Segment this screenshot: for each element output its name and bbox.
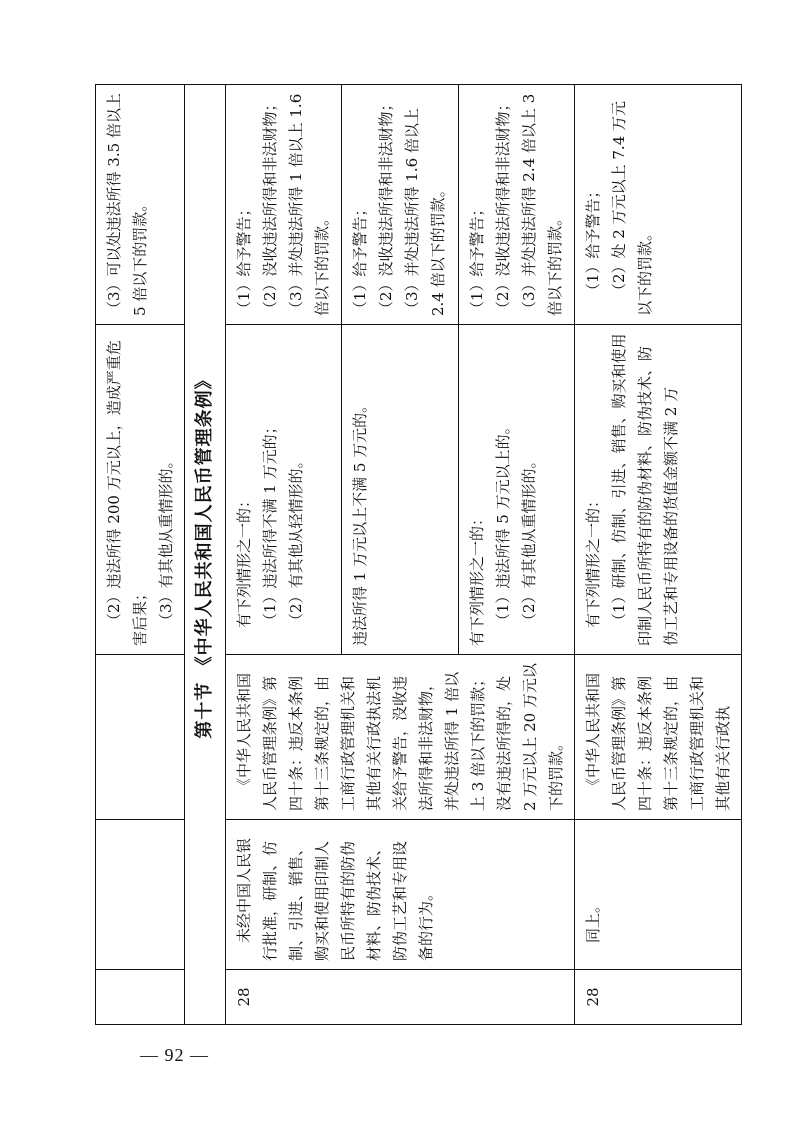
penalty-cell xyxy=(458,85,574,325)
penalty-table xyxy=(95,84,742,1025)
detail-line: （2）有其他从重情形的。 xyxy=(519,453,538,628)
penalty-line: （2）没收违法所得和非法财物； xyxy=(493,96,512,316)
act-cell xyxy=(575,820,742,970)
penalty-line: （3）可以处违法所得 3.5 倍以上 5 倍以下的罚款。 xyxy=(105,93,149,316)
penalty-line: （1）给予警告； xyxy=(235,201,253,316)
detail-line: 有下列情形之一的： xyxy=(584,492,602,628)
detail-cell xyxy=(226,325,342,655)
penalty-line: （2）没收违法所得和非法财物； xyxy=(261,96,279,316)
penalty-cell xyxy=(342,85,458,325)
detail-line: 有下列情形之一的： xyxy=(467,510,486,646)
number-cell: 28 xyxy=(575,970,742,1025)
penalty-line: （1）给予警告； xyxy=(584,183,602,298)
act-cell xyxy=(96,820,185,970)
detail-line: 有下列情形之一的： xyxy=(235,492,253,628)
act-text: 未经中国人民银行批准，研制、仿制、引进、销售、购买和使用印制人民币所特有的防伪材料、防伪技术、防伪工艺和专用设备的行为。 xyxy=(235,837,435,961)
detail-line: （2）违法所得 200 万元以上，造成严重危害后果； xyxy=(105,340,149,646)
penalty-cell xyxy=(96,85,185,325)
act-cell xyxy=(226,820,575,970)
detail-line: 违法所得 1 万元以上不满 5 万元的。 xyxy=(351,397,370,646)
table-row xyxy=(575,85,742,1025)
detail-cell xyxy=(575,325,742,655)
penalty-cell xyxy=(226,85,342,325)
penalty-line: （1）给予警告； xyxy=(467,201,486,316)
basis-text: 《中华人民共和国人民币管理条例》第四十条：违反本条例第十三条规定的，由工商行政管理机关和其他有关行政执 xyxy=(584,672,732,811)
basis-cell xyxy=(575,655,742,820)
section-title: 第十节 《中华人民共和国人民币管理条例》 xyxy=(194,370,215,739)
number-cell: 28 xyxy=(226,970,575,1025)
penalty-cell xyxy=(575,85,742,325)
penalty-line: （2）处 2 万元以上 7.4 万元以下的罚款。 xyxy=(610,100,654,316)
detail-line: （3）有其他从重情形的。 xyxy=(157,453,175,628)
rotated-regulation-table xyxy=(95,85,732,1025)
basis-cell xyxy=(226,655,575,820)
table-row xyxy=(226,85,342,1025)
detail-line: （2）有其他从轻情形的。 xyxy=(287,453,305,628)
section-row xyxy=(185,85,226,1025)
table-row xyxy=(96,85,185,1025)
detail-cell xyxy=(342,325,458,655)
page-number: — 92 — xyxy=(140,1045,209,1065)
penalty-line: （3）并处违法所得 1.6 倍以上 2.4 倍以下的罚款。 xyxy=(403,108,448,316)
penalty-line: （1）给予警告； xyxy=(351,201,370,316)
penalty-line: （2）没收违法所得和非法财物； xyxy=(377,96,396,316)
number-cell xyxy=(96,970,185,1025)
section-cell xyxy=(185,85,226,1025)
detail-line: （1）违法所得 5 万元以上的。 xyxy=(493,419,512,628)
basis-cell xyxy=(96,655,185,820)
act-text: 同上。 xyxy=(584,897,602,943)
penalty-line: （3）并处违法所得 2.4 倍以上 3 倍以下的罚款。 xyxy=(519,93,564,316)
detail-line: （1）研制、仿制、引进、销售、购买和使用印制人民币所特有的防伪材料、防伪技术、防伪工艺和专用设备的货值金额不满 2 万 xyxy=(610,333,680,646)
basis-text: 《中华人民共和国人民币管理条例》第四十条：违反本条例第十三条规定的，由工商行政管理机关和其他有关行政执法机关给予警告，没收违法所得和非法财物，并处违法所得 1 倍以上 3 倍以下的罚款；没有违法所得的，处 2 万元以上 20 万元以下的罚款。 xyxy=(235,663,565,811)
penalty-line: （3）并处违法所得 1 倍以上 1.6 倍以下的罚款。 xyxy=(287,93,331,316)
detail-cell xyxy=(96,325,185,655)
detail-cell xyxy=(458,325,574,655)
detail-line: （1）违法所得不满 1 万元的； xyxy=(261,419,279,628)
